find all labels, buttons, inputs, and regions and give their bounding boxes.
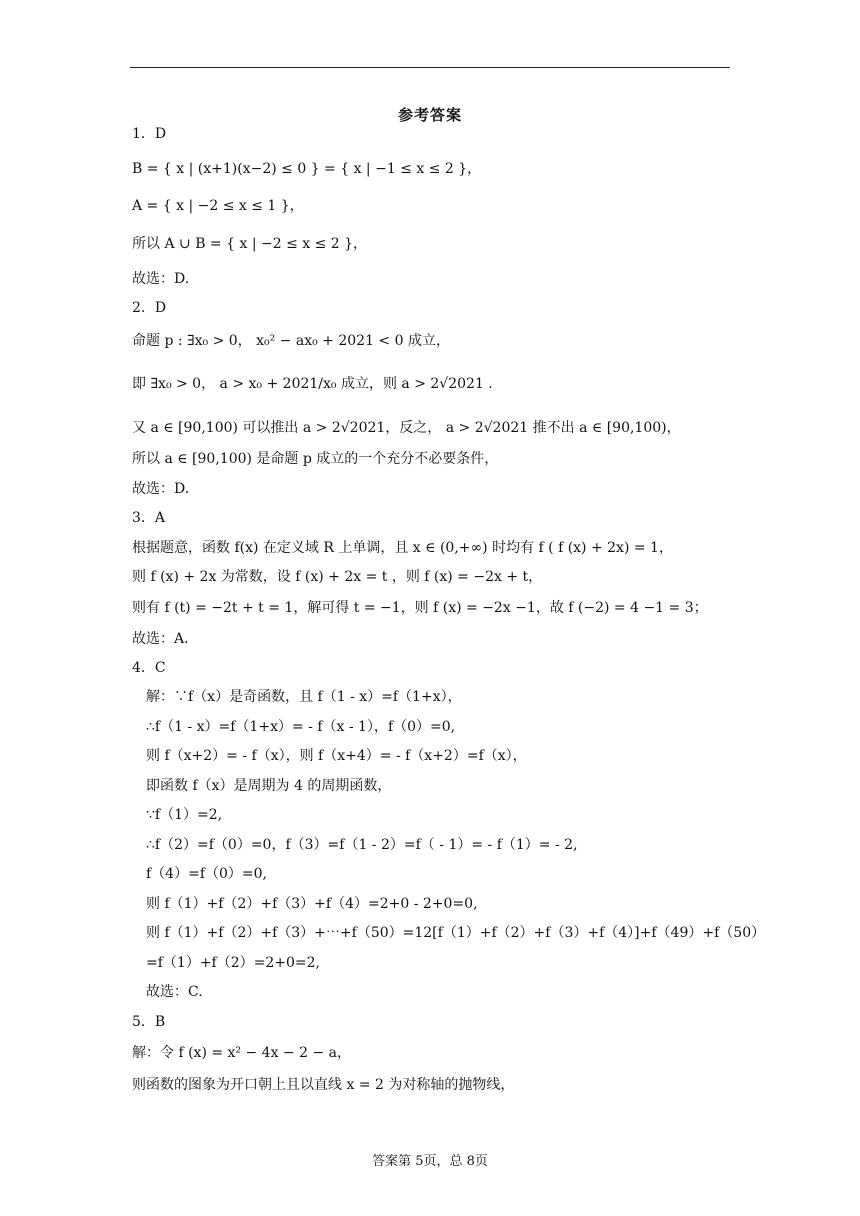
answer-5-line-2: 则函数的图象为开口朝上且以直线 x = 2 为对称轴的抛物线， (132, 1077, 515, 1093)
page-title: 参考答案 (397, 106, 462, 124)
answer-4-line-10: =f（1）+f（2）=2+0=2, (146, 955, 321, 971)
answer-4-choice: 故选：C. (146, 984, 203, 1000)
answer-3-label: 3．A (132, 510, 166, 526)
answer-4-line-8: 则 f（1）+f（2）+f（3）+f（4）=2+0 - 2+0=0, (146, 896, 478, 912)
answer-2-label: 2．D (132, 300, 167, 316)
answer-4-label: 4．C (132, 660, 166, 676)
answer-5-line-1: 解：令 f (x) = x² − 4x − 2 − a， (132, 1045, 351, 1061)
answer-4-line-7: f（4）=f（0）=0, (146, 866, 267, 882)
answer-1-choice: 故选：D. (132, 271, 190, 287)
header-rule (130, 67, 730, 68)
page-footer: 答案第 5页，总 8页 (372, 1154, 488, 1169)
answer-4-line-4: 即函数 f（x）是周期为 4 的周期函数， (146, 778, 392, 794)
answer-2-line-1: 命题 p : ∃x₀ > 0， x₀² − ax₀ + 2021 < 0 成立， (132, 333, 450, 349)
answer-5-label: 5．B (132, 1014, 166, 1030)
answer-1-label: 1．D (132, 126, 167, 142)
answer-3-line-2: 则 f (x) + 2x 为常数，设 f (x) + 2x = t ，则 f (x) = −2x + t， (132, 569, 543, 585)
answer-2-line-2: 即 ∃x₀ > 0， a > x₀ + 2021/x₀ 成立，则 a > 2√2021 . (132, 376, 493, 392)
answer-4-line-6: ∴f（2）=f（0）=0，f（3）=f（1 - 2）=f（ - 1）= - f（1）= - 2, (146, 837, 578, 853)
answer-2-choice: 故选：D. (132, 481, 190, 497)
answer-2-line-3: 又 a ∈ [90,100) 可以推出 a > 2√2021，反之， a > 2√2021 推不出 a ∈ [90,100)， (132, 420, 681, 436)
answer-1-line-1: B = { x | (x+1)(x−2) ≤ 0 } = { x | −1 ≤ x ≤ 2 }， (132, 161, 482, 177)
answer-1-line-3: 所以 A ∪ B = { x | −2 ≤ x ≤ 2 }， (132, 236, 368, 252)
answer-4-line-5: ∵f（1）=2, (146, 807, 223, 823)
answer-4-line-1: 解：∵f（x）是奇函数，且 f（1 - x）=f（1+x）， (146, 689, 462, 705)
answer-4-line-3: 则 f（x+2）= - f（x），则 f（x+4）= - f（x+2）=f（x）， (146, 748, 527, 764)
answer-3-choice: 故选：A. (132, 631, 189, 647)
answer-4-line-9: 则 f（1）+f（2）+f（3）+⋯+f（50）=12[f（1）+f（2）+f（3）+f（4）]+f（49）+f（50） (146, 925, 766, 941)
answer-1-line-2: A = { x | −2 ≤ x ≤ 1 }， (132, 198, 304, 214)
answer-3-line-3: 则有 f (t) = −2t + t = 1，解可得 t = −1，则 f (x) = −2x −1，故 f (−2) = 4 −1 = 3； (132, 600, 708, 616)
answer-2-line-4: 所以 a ∈ [90,100) 是命题 p 成立的一个充分不必要条件， (132, 451, 499, 467)
answer-3-line-1: 根据题意，函数 f(x) 在定义域 R 上单调，且 x ∈ (0,+∞) 时均有 f ( f (x) + 2x) = 1， (132, 540, 673, 556)
answer-4-line-2: ∴f（1 - x）=f（1+x）= - f（x - 1），f（0）=0, (146, 719, 456, 735)
